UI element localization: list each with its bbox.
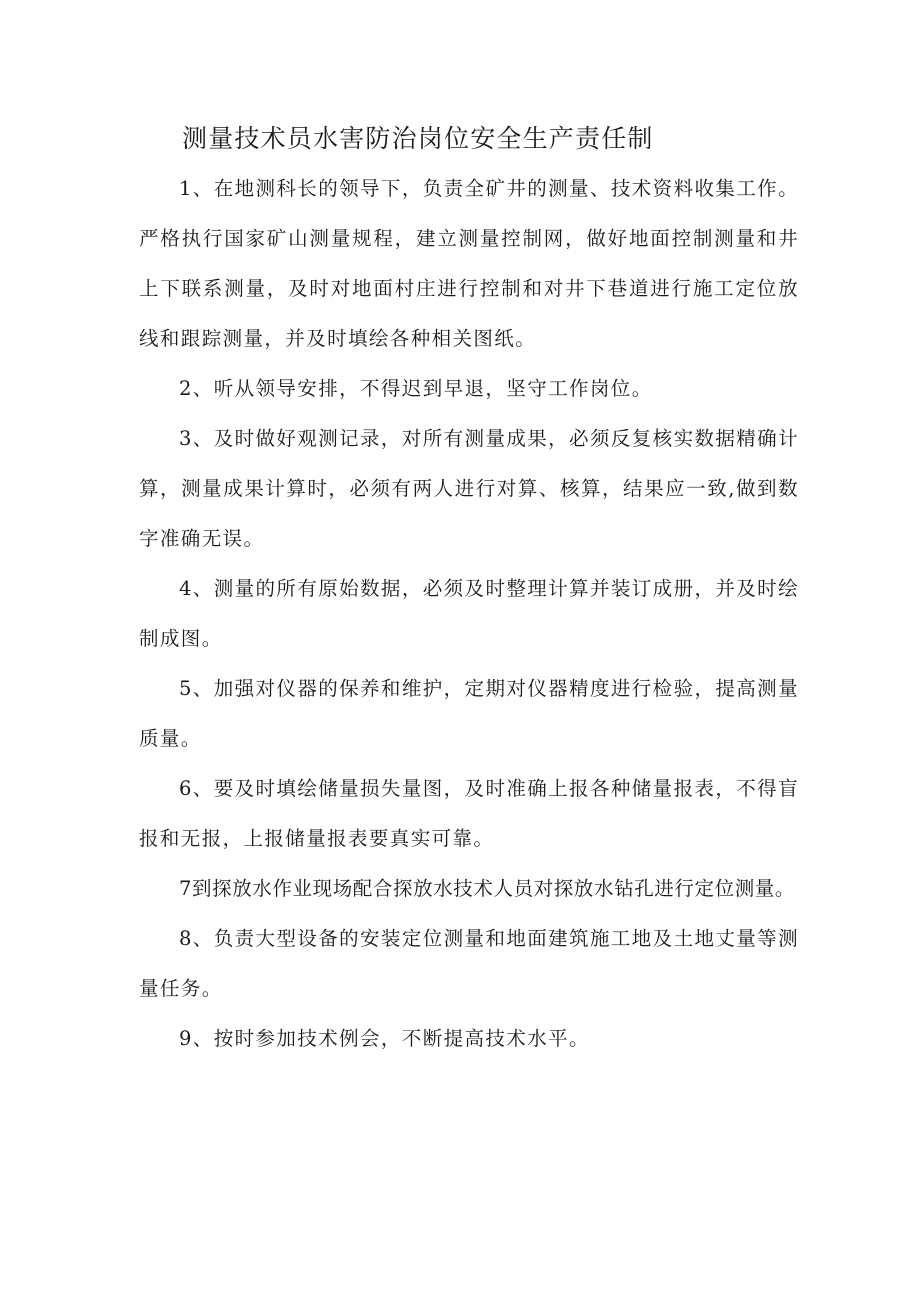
- paragraph-6: 6、要及时填绘储量损失量图，及时准确上报各种储量报表，不得盲报和无报，上报储量报表要真实可靠。: [139, 777, 799, 850]
- paragraph-8: 8、负责大型设备的安装定位测量和地面建筑施工地及土地丈量等测量任务。: [139, 927, 799, 1000]
- paragraph-4: 4、测量的所有原始数据，必须及时整理计算并装订成册，并及时绘制成图。: [139, 577, 799, 650]
- paragraph-9: 9、按时参加技术例会，不断提高技术水平。: [179, 1027, 590, 1050]
- paragraph-5: 5、加强对仪器的保养和维护，定期对仪器精度进行检验，提高测量质量。: [139, 677, 799, 750]
- paragraph-3: 3、及时做好观测记录，对所有测量成果，必须反复核实数据精确计算，测量成果计算时，必须有两人进行对算、核算，结果应一致,做到数字准确无误。: [139, 427, 799, 550]
- document-title: 测量技术员水害防治岗位安全生产责任制: [182, 124, 654, 153]
- paragraph-1: 1、在地测科长的领导下，负责全矿井的测量、技术资料收集工作。严格执行国家矿山测量规程，建立测量控制网，做好地面控制测量和井上下联系测量，及时对地面村庄进行控制和对井下巷道进行施工定位放线和跟踪测量，并及时填绘各种相关图纸。: [139, 177, 799, 350]
- paragraph-2: 2、听从领导安排，不得迟到早退，坚守工作岗位。: [179, 377, 653, 400]
- document-body: [139, 164, 799, 1064]
- paragraph-7: 7到探放水作业现场配合探放水技术人员对探放水钻孔进行定位测量。: [179, 877, 796, 900]
